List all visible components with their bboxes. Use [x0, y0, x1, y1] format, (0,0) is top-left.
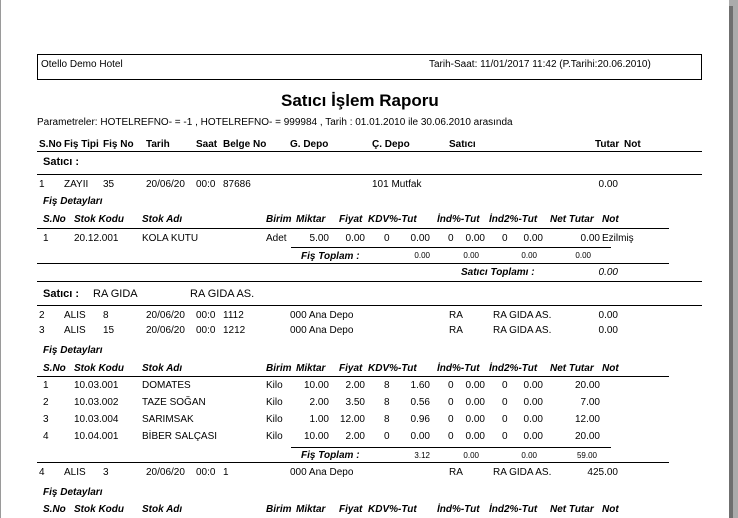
col-fis-tipi: Fiş Tipi [64, 139, 99, 150]
fis-tutar: 0.00 [598, 325, 618, 336]
fis-saat: 00:0 [196, 325, 216, 336]
det-net-tutar: 7.00 [580, 397, 600, 408]
det-col-stok-kodu: Stok Kodu [74, 214, 124, 225]
fis-toplam-ind2: 0.00 [521, 251, 537, 260]
fis-saat: 00:0 [196, 467, 216, 478]
det-col-sno: S.No [43, 214, 66, 225]
det-ind1-oran: 0 [448, 233, 454, 244]
det-miktar: 2.00 [309, 397, 329, 408]
det-ind2-oran: 0 [502, 431, 508, 442]
det-kdv-oran: 0 [384, 233, 390, 244]
det-net-tutar: 20.00 [574, 380, 600, 391]
fis-toplam-kdv: 0.00 [414, 251, 430, 260]
fis-satici-kod: RA [449, 467, 463, 478]
det-ind1-tutar: 0.00 [465, 397, 485, 408]
det-ind1-oran: 0 [448, 380, 454, 391]
col-satici: Satıcı [449, 139, 476, 150]
col-g-depo: G. Depo [290, 139, 329, 150]
det-col-ind2: İnd2%-Tut [489, 214, 538, 225]
det-col-net-tutar: Net Tutar [550, 214, 594, 225]
fis-tarih: 20/06/20 [146, 179, 185, 190]
det-ind2-oran: 0 [502, 414, 508, 425]
det-col-miktar: Miktar [296, 363, 326, 374]
det-col-stok-adi: Stok Adı [142, 214, 183, 225]
det-col-net-tutar: Net Tutar [550, 363, 594, 374]
det-stok-kodu: 10.03.004 [74, 414, 119, 425]
satici-ad: RA GIDA AS. [190, 288, 255, 300]
satici-label: Satıcı : [43, 156, 80, 168]
fis-detaylari-label: Fiş Detayları [43, 487, 103, 498]
det-kdv-oran: 0 [384, 431, 390, 442]
det-fiyat: 2.00 [345, 431, 365, 442]
col-sno: S.No [39, 139, 62, 150]
col-tarih: Tarih [146, 139, 170, 150]
det-col-not: Not [602, 504, 619, 515]
fis-belge-no: 1212 [223, 325, 246, 336]
det-miktar: 5.00 [309, 233, 329, 244]
det-stok-adi: DOMATES [142, 380, 191, 391]
fis-g-depo: 000 Ana Depo [290, 325, 354, 336]
det-ind1-tutar: 0.00 [465, 414, 485, 425]
fis-no: 15 [103, 325, 115, 336]
fis-toplam-ind2: 0.00 [521, 451, 537, 460]
det-birim: Kilo [266, 397, 283, 408]
fis-toplam-net: 0.00 [575, 251, 591, 260]
det-sno: 2 [43, 397, 49, 408]
det-stok-kodu: 20.12.001 [74, 233, 119, 244]
det-col-fiyat: Fiyat [339, 504, 363, 515]
divider [37, 263, 669, 264]
det-stok-kodu: 10.04.001 [74, 431, 119, 442]
col-fis-no: Fiş No [103, 139, 134, 150]
det-kdv-tutar: 1.60 [410, 380, 430, 391]
det-col-fiyat: Fiyat [339, 214, 363, 225]
det-stok-adi: KOLA KUTU [142, 233, 199, 244]
fis-no: 35 [103, 179, 115, 190]
fis-g-depo: 000 Ana Depo [290, 467, 354, 478]
det-col-birim: Birim [266, 504, 292, 515]
det-col-sno: S.No [43, 504, 66, 515]
det-col-kdv: KDV%-Tut [368, 363, 417, 374]
det-birim: Kilo [266, 414, 283, 425]
det-ind1-oran: 0 [448, 431, 454, 442]
divider [291, 447, 611, 448]
report-datetime: Tarih-Saat: 11/01/2017 11:42 (P.Tarihi:20.06.2010) [429, 59, 651, 70]
divider [37, 151, 702, 152]
fis-tipi: ALIS [64, 310, 86, 321]
det-ind1-tutar: 0.00 [465, 431, 485, 442]
fis-sno: 1 [39, 179, 45, 190]
det-miktar: 10.00 [303, 380, 329, 391]
det-ind2-oran: 0 [502, 397, 508, 408]
fis-tipi: ALIS [64, 325, 86, 336]
det-ind2-tutar: 0.00 [523, 380, 543, 391]
det-col-sno: S.No [43, 363, 66, 374]
fis-toplam-net: 59.00 [576, 451, 597, 460]
det-ind2-oran: 0 [502, 380, 508, 391]
divider [37, 174, 702, 175]
fis-c-depo: 101 Mutfak [372, 179, 422, 190]
satici-toplam-value: 0.00 [598, 267, 618, 278]
det-col-kdv: KDV%-Tut [368, 504, 417, 515]
det-col-birim: Birim [266, 214, 292, 225]
col-not: Not [624, 139, 641, 150]
col-c-depo: Ç. Depo [372, 139, 410, 150]
det-ind1-oran: 0 [448, 397, 454, 408]
det-fiyat: 0.00 [345, 233, 365, 244]
det-birim: Kilo [266, 380, 283, 391]
fis-belge-no: 87686 [223, 179, 251, 190]
det-sno: 3 [43, 414, 49, 425]
fis-tutar: 0.00 [598, 310, 618, 321]
divider [37, 228, 669, 229]
det-kdv-tutar: 0.96 [410, 414, 430, 425]
satici-kod: RA GIDA [93, 288, 138, 300]
det-col-fiyat: Fiyat [339, 363, 363, 374]
hotel-name: Otello Demo Hotel [41, 59, 123, 70]
col-belge-no: Belge No [223, 139, 267, 150]
det-stok-kodu: 10.03.001 [74, 380, 119, 391]
col-saat: Saat [196, 139, 218, 150]
fis-satici-ad: RA GIDA AS. [493, 310, 552, 321]
det-ind2-tutar: 0.00 [523, 414, 543, 425]
det-stok-adi: BİBER SALÇASI [142, 431, 218, 442]
divider [37, 305, 702, 306]
fis-saat: 00:0 [196, 310, 216, 321]
fis-toplam-label: Fiş Toplam : [301, 251, 360, 262]
det-kdv-tutar: 0.00 [410, 431, 430, 442]
page-shadow [729, 6, 733, 518]
det-stok-kodu: 10.03.002 [74, 397, 119, 408]
det-col-stok-kodu: Stok Kodu [74, 363, 124, 374]
fis-tutar: 425.00 [587, 467, 618, 478]
det-stok-adi: SARIMSAK [142, 414, 194, 425]
det-birim: Adet [266, 233, 287, 244]
det-col-not: Not [602, 363, 619, 374]
det-col-stok-kodu: Stok Kodu [74, 504, 124, 515]
fis-toplam-ind1: 0.00 [463, 251, 479, 260]
fis-no: 3 [103, 467, 109, 478]
fis-satici-ad: RA GIDA AS. [493, 467, 552, 478]
report-parameters: Parametreler: HOTELREFNO- = -1 , HOTELREFNO- = 999984 , Tarih : 01.01.2010 ile 30.06.2010 arasında [37, 117, 513, 128]
report-title: Satıcı İşlem Raporu [281, 91, 439, 110]
divider [37, 281, 702, 282]
divider [291, 247, 611, 248]
fis-belge-no: 1112 [223, 310, 244, 321]
satici-label: Satıcı : [43, 288, 80, 300]
det-sno: 1 [43, 233, 49, 244]
det-fiyat: 12.00 [339, 414, 365, 425]
det-fiyat: 3.50 [345, 397, 365, 408]
fis-sno: 3 [39, 325, 45, 336]
det-col-stok-adi: Stok Adı [142, 504, 183, 515]
fis-sno: 2 [39, 310, 45, 321]
fis-saat: 00:0 [196, 179, 216, 190]
det-net-tutar: 0.00 [580, 233, 600, 244]
det-col-ind1: İnd%-Tut [437, 504, 480, 515]
det-ind2-tutar: 0.00 [523, 233, 543, 244]
fis-detaylari-label: Fiş Detayları [43, 345, 103, 356]
fis-satici-kod: RA [449, 325, 463, 336]
satici-toplam-label: Satıcı Toplamı : [461, 267, 535, 278]
det-kdv-tutar: 0.00 [410, 233, 430, 244]
det-miktar: 10.00 [303, 431, 329, 442]
fis-tipi: ALIS [64, 467, 86, 478]
fis-toplam-ind1: 0.00 [463, 451, 479, 460]
det-ind1-tutar: 0.00 [465, 380, 485, 391]
det-kdv-oran: 8 [384, 380, 390, 391]
col-tutar: Tutar [595, 139, 620, 150]
fis-tarih: 20/06/20 [146, 467, 185, 478]
fis-sno: 4 [39, 467, 45, 478]
det-col-ind2: İnd2%-Tut [489, 363, 538, 374]
det-col-kdv: KDV%-Tut [368, 214, 417, 225]
det-col-ind2: İnd2%-Tut [489, 504, 538, 515]
det-kdv-oran: 8 [384, 397, 390, 408]
fis-detaylari-label: Fiş Detayları [43, 196, 103, 207]
det-fiyat: 2.00 [345, 380, 365, 391]
det-col-not: Not [602, 214, 619, 225]
det-sno: 1 [43, 380, 49, 391]
det-col-miktar: Miktar [296, 214, 326, 225]
det-kdv-tutar: 0.56 [410, 397, 430, 408]
fis-toplam-label: Fiş Toplam : [301, 450, 360, 461]
det-miktar: 1.00 [309, 414, 329, 425]
det-stok-adi: TAZE SOĞAN [142, 397, 206, 408]
fis-g-depo: 000 Ana Depo [290, 310, 354, 321]
det-ind2-tutar: 0.00 [523, 431, 543, 442]
fis-belge-no: 1 [223, 467, 229, 478]
fis-tipi: ZAYII [64, 179, 89, 190]
det-kdv-oran: 8 [384, 414, 390, 425]
fis-satici-kod: RA [449, 310, 463, 321]
det-net-tutar: 20.00 [574, 431, 600, 442]
det-col-birim: Birim [266, 363, 292, 374]
det-ind1-tutar: 0.00 [465, 233, 485, 244]
det-col-miktar: Miktar [296, 504, 326, 515]
divider [37, 376, 669, 377]
det-not: Ezilmiş [602, 233, 634, 244]
det-ind2-tutar: 0.00 [523, 397, 543, 408]
fis-no: 8 [103, 310, 109, 321]
fis-tarih: 20/06/20 [146, 325, 185, 336]
det-col-ind1: İnd%-Tut [437, 363, 480, 374]
det-col-ind1: İnd%-Tut [437, 214, 480, 225]
det-col-net-tutar: Net Tutar [550, 504, 594, 515]
det-ind2-oran: 0 [502, 233, 508, 244]
divider [37, 462, 669, 463]
det-ind1-oran: 0 [448, 414, 454, 425]
fis-satici-ad: RA GIDA AS. [493, 325, 552, 336]
fis-toplam-kdv: 3.12 [414, 451, 430, 460]
det-net-tutar: 12.00 [574, 414, 600, 425]
det-birim: Kilo [266, 431, 283, 442]
fis-tarih: 20/06/20 [146, 310, 185, 321]
det-col-stok-adi: Stok Adı [142, 363, 183, 374]
det-sno: 4 [43, 431, 49, 442]
fis-tutar: 0.00 [598, 179, 618, 190]
